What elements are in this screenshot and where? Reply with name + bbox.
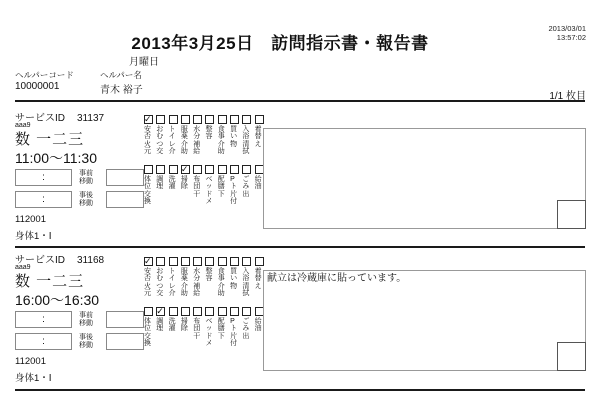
task-item — [218, 165, 230, 205]
task-item — [242, 307, 254, 347]
task-item — [193, 165, 205, 205]
task-item — [181, 115, 193, 155]
task-item — [218, 115, 230, 155]
before-move-label: 事前移動 — [79, 170, 93, 186]
task-item — [242, 115, 254, 155]
service-id-label: サービスID — [15, 113, 65, 124]
task-item — [144, 257, 156, 297]
task-label: 調 理 — [156, 176, 164, 191]
task-checkbox[interactable] — [218, 307, 227, 316]
task-label: 給 油 — [254, 176, 262, 191]
task-label: 配 膳 下 — [217, 318, 225, 340]
task-checkbox[interactable] — [218, 115, 227, 124]
task-checkbox-checked[interactable] — [156, 307, 165, 316]
end-time-field[interactable]: : — [15, 191, 72, 208]
task-item — [144, 307, 156, 347]
client-code: aaa9 — [15, 122, 31, 129]
task-label: P ト 片 付 — [230, 176, 238, 205]
task-label: 整 容 — [205, 268, 213, 283]
stamp-box[interactable] — [557, 342, 586, 371]
start-time-field[interactable]: : — [15, 311, 72, 328]
service-type: 身体1・Ⅰ — [15, 231, 52, 242]
task-checkbox[interactable] — [169, 257, 178, 266]
after-move-field[interactable] — [106, 191, 144, 208]
service-block-2 — [0, 248, 600, 388]
task-checkbox[interactable] — [242, 307, 251, 316]
care-note-text: 献立は冷蔵庫に貼っています。 — [267, 273, 407, 284]
task-item — [169, 257, 181, 297]
scheduled-time-range: 11:00～11:30 — [15, 150, 97, 166]
care-note-text — [264, 129, 585, 131]
task-checkbox-grid — [144, 257, 269, 382]
task-checkbox-checked[interactable] — [181, 165, 190, 174]
task-checkbox-checked[interactable] — [144, 115, 153, 124]
task-checkbox[interactable] — [255, 257, 264, 266]
task-item — [230, 165, 242, 205]
task-checkbox[interactable] — [205, 307, 214, 316]
after-move-label: 事後移動 — [79, 334, 93, 350]
before-move-field[interactable] — [106, 311, 144, 328]
task-checkbox[interactable] — [218, 165, 227, 174]
weekday-label: 月曜日 — [129, 57, 159, 68]
task-label: お む つ 交 — [156, 126, 164, 155]
task-item — [181, 257, 193, 297]
task-item — [242, 257, 254, 297]
task-checkbox[interactable] — [193, 165, 202, 174]
task-item — [169, 165, 181, 205]
task-label: 安 否 火 元 — [144, 126, 151, 155]
print-time: 13:57:02 — [556, 33, 586, 42]
task-label: 安 否 火 元 — [144, 268, 151, 297]
task-item — [242, 165, 254, 205]
task-checkbox[interactable] — [181, 115, 190, 124]
task-item — [205, 115, 217, 155]
task-checkbox[interactable] — [169, 115, 178, 124]
stamp-box[interactable] — [557, 200, 586, 229]
service-code: 112001 — [15, 356, 46, 367]
task-item — [205, 165, 217, 205]
task-label: ベ ッ ド メ — [205, 176, 213, 205]
task-checkbox[interactable] — [181, 257, 190, 266]
task-label: 体 位 交 換 — [144, 318, 151, 347]
task-label: 整 容 — [205, 126, 213, 141]
care-note-box — [263, 128, 586, 229]
task-checkbox[interactable] — [156, 115, 165, 124]
task-item — [218, 257, 230, 297]
task-item — [181, 165, 193, 205]
task-item — [205, 307, 217, 347]
task-checkbox-grid — [144, 115, 269, 240]
task-item — [205, 257, 217, 297]
task-item — [144, 115, 156, 155]
scheduled-time-range: 16:00～16:30 — [15, 292, 100, 308]
task-checkbox[interactable] — [181, 307, 190, 316]
task-label: 体 位 交 換 — [144, 176, 151, 205]
task-label: 買 い 物 — [230, 126, 238, 148]
task-label: 掃 除 — [180, 318, 188, 333]
task-item — [156, 115, 168, 155]
task-checkbox[interactable] — [242, 115, 251, 124]
task-item — [169, 115, 181, 155]
task-item — [156, 257, 168, 297]
task-checkbox[interactable] — [156, 165, 165, 174]
helper-name-label: ヘルパー名 — [100, 70, 142, 80]
page-indicator: 1/1 枚目 — [549, 91, 586, 102]
start-time-field[interactable]: : — [15, 169, 72, 186]
task-item — [181, 307, 193, 347]
task-item — [230, 115, 242, 155]
task-item — [193, 307, 205, 347]
task-label: P ト 片 付 — [230, 318, 238, 347]
task-row — [144, 257, 267, 297]
task-label: 食 事 介 助 — [217, 268, 225, 297]
task-checkbox[interactable] — [205, 165, 214, 174]
bottom-divider — [15, 389, 585, 391]
helper-code-value: 10000001 — [15, 81, 60, 92]
task-label: ト イ レ 介 — [168, 268, 176, 297]
service-type: 身体1・Ⅰ — [15, 373, 52, 384]
task-checkbox[interactable] — [242, 165, 251, 174]
client-name: 数 一二三 — [15, 273, 85, 290]
task-label: ベ ッ ド メ — [205, 318, 213, 347]
task-checkbox[interactable] — [218, 257, 227, 266]
task-checkbox[interactable] — [230, 257, 239, 266]
task-item — [156, 165, 168, 205]
task-checkbox[interactable] — [193, 115, 202, 124]
task-row — [144, 115, 267, 155]
task-checkbox[interactable] — [230, 307, 239, 316]
report-title: 2013年3月25日 訪問指示書・報告書 — [131, 34, 429, 53]
print-date: 2013/03/01 — [548, 24, 586, 33]
task-label: 掃 除 — [180, 176, 188, 191]
task-label: 入 浴 清 拭 — [242, 268, 250, 297]
service-id-value: 31168 — [77, 255, 105, 266]
task-checkbox[interactable] — [242, 257, 251, 266]
task-checkbox[interactable] — [169, 165, 178, 174]
task-checkbox[interactable] — [193, 307, 202, 316]
task-label: 食 事 介 助 — [217, 126, 225, 155]
task-label: 水 分 補 給 — [193, 126, 201, 155]
task-checkbox[interactable] — [205, 115, 214, 124]
task-checkbox[interactable] — [205, 257, 214, 266]
task-checkbox-checked[interactable] — [144, 257, 153, 266]
task-label: ト イ レ 介 — [168, 126, 176, 155]
helper-name-value: 青木 裕子 — [100, 85, 143, 96]
care-note-box — [263, 270, 586, 371]
service-id-label: サービスID — [15, 255, 65, 266]
task-label: 配 膳 下 — [217, 176, 225, 198]
task-item — [193, 115, 205, 155]
end-time-field[interactable]: : — [15, 333, 72, 350]
header-divider — [15, 100, 585, 102]
task-item — [230, 307, 242, 347]
task-label: 服 薬 介 助 — [180, 268, 188, 297]
task-checkbox[interactable] — [144, 165, 153, 174]
task-label: ご み 出 — [242, 318, 250, 340]
task-label: 買 い 物 — [230, 268, 238, 290]
task-item — [193, 257, 205, 297]
task-item — [230, 257, 242, 297]
service-code: 112001 — [15, 214, 46, 225]
before-move-field[interactable] — [106, 169, 144, 186]
task-checkbox[interactable] — [255, 115, 264, 124]
task-checkbox[interactable] — [193, 257, 202, 266]
client-name: 数 一二三 — [15, 131, 85, 148]
task-label: 調 理 — [156, 318, 164, 333]
task-item — [156, 307, 168, 347]
task-label: ご み 出 — [242, 176, 250, 198]
task-checkbox[interactable] — [169, 307, 178, 316]
task-label: 布 団 干 — [193, 318, 201, 340]
print-datetime — [548, 24, 586, 42]
task-label: 着 替 え — [254, 126, 262, 148]
task-label: 着 替 え — [254, 268, 262, 290]
service-block-1 — [0, 106, 600, 246]
task-item — [218, 307, 230, 347]
task-checkbox[interactable] — [230, 165, 239, 174]
task-label: 入 浴 清 拭 — [242, 126, 250, 155]
task-row — [144, 165, 267, 205]
task-item — [169, 307, 181, 347]
task-label: 水 分 補 給 — [193, 268, 201, 297]
task-label: 洗 濯 — [168, 318, 176, 333]
task-label: 布 団 干 — [193, 176, 201, 198]
task-label: 洗 濯 — [168, 176, 176, 191]
service-id-value: 31137 — [77, 113, 105, 124]
task-checkbox[interactable] — [230, 115, 239, 124]
task-item — [144, 165, 156, 205]
helper-code-label: ヘルパーコード — [15, 70, 74, 80]
after-move-field[interactable] — [106, 333, 144, 350]
before-move-label: 事前移動 — [79, 312, 93, 328]
task-row — [144, 307, 267, 347]
after-move-label: 事後移動 — [79, 192, 93, 208]
task-label: お む つ 交 — [156, 268, 164, 297]
task-checkbox[interactable] — [156, 257, 165, 266]
client-code: aaa9 — [15, 264, 31, 271]
task-label: 服 薬 介 助 — [180, 126, 188, 155]
task-label: 給 油 — [254, 318, 262, 333]
task-checkbox[interactable] — [144, 307, 153, 316]
